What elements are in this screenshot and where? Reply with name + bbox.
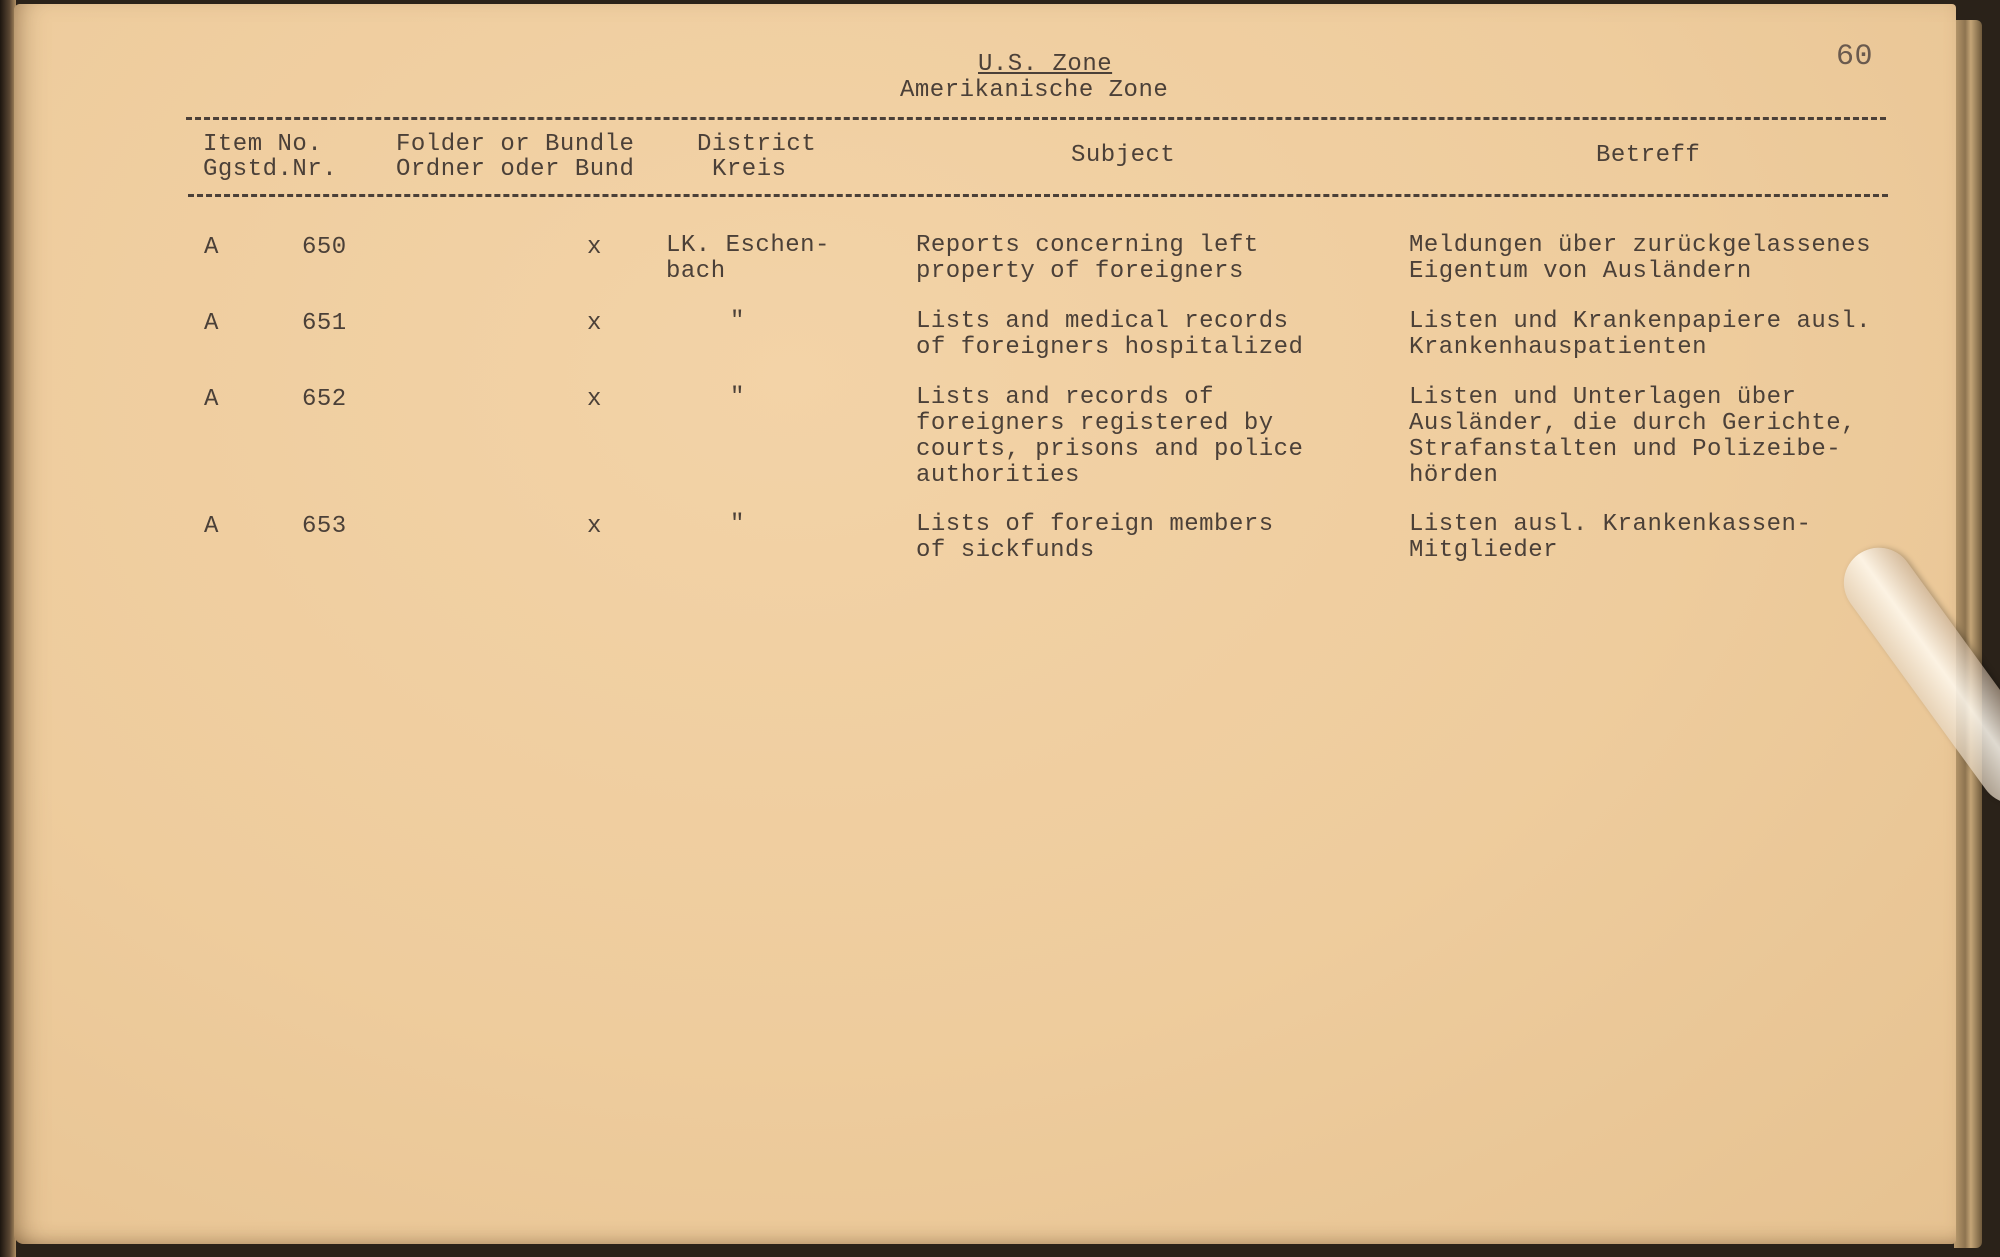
row-bundle: x	[587, 386, 602, 413]
row-series: A	[204, 234, 219, 261]
row-subject: Lists and medical records of foreigners hospitalized	[916, 308, 1304, 361]
row-district: "	[730, 511, 745, 538]
row-betreff: Meldungen über zurückgelassenes Eigentum von Ausländern	[1409, 232, 1871, 285]
row-number: 652	[302, 386, 347, 413]
row-subject: Lists of foreign members of sickfunds	[916, 511, 1274, 564]
zone-title-german: Amerikanische Zone	[900, 77, 1169, 104]
column-header-betreff: Betreff	[1596, 142, 1701, 169]
row-series: A	[204, 513, 219, 540]
row-number: 651	[302, 310, 347, 337]
row-district: LK. Eschen- bach	[666, 232, 830, 285]
zone-title-english: U.S. Zone	[978, 51, 1113, 78]
row-subject: Lists and records of foreigners registered by courts, prisons and police authorities	[916, 384, 1304, 489]
ledger-page	[14, 4, 1956, 1244]
row-bundle: x	[587, 234, 602, 261]
row-number: 653	[302, 513, 347, 540]
page-number: 60	[1836, 40, 1874, 74]
column-header-item: Item No. Ggstd.Nr.	[203, 131, 338, 183]
column-header-subject: Subject	[1071, 142, 1176, 169]
row-bundle: x	[587, 310, 602, 337]
column-header-folder: Folder or Bundle Ordner oder Bund	[396, 131, 635, 183]
column-header-district-de: Kreis	[712, 156, 787, 183]
row-betreff: Listen und Unterlagen über Ausländer, die durch Gerichte, Strafanstalten und Polizeibe- hörden	[1409, 384, 1857, 489]
header-rule-top	[186, 117, 1886, 120]
row-series: A	[204, 310, 219, 337]
row-district: "	[730, 308, 745, 335]
row-bundle: x	[587, 513, 602, 540]
row-district: "	[730, 384, 745, 411]
row-betreff: Listen ausl. Krankenkassen- Mitglieder	[1409, 511, 1812, 564]
header-rule-bottom	[188, 194, 1888, 197]
column-header-district: District	[697, 131, 817, 158]
row-betreff: Listen und Krankenpapiere ausl. Krankenhauspatienten	[1409, 308, 1871, 361]
row-number: 650	[302, 234, 347, 261]
row-series: A	[204, 386, 219, 413]
row-subject: Reports concerning left property of foreigners	[916, 232, 1259, 285]
